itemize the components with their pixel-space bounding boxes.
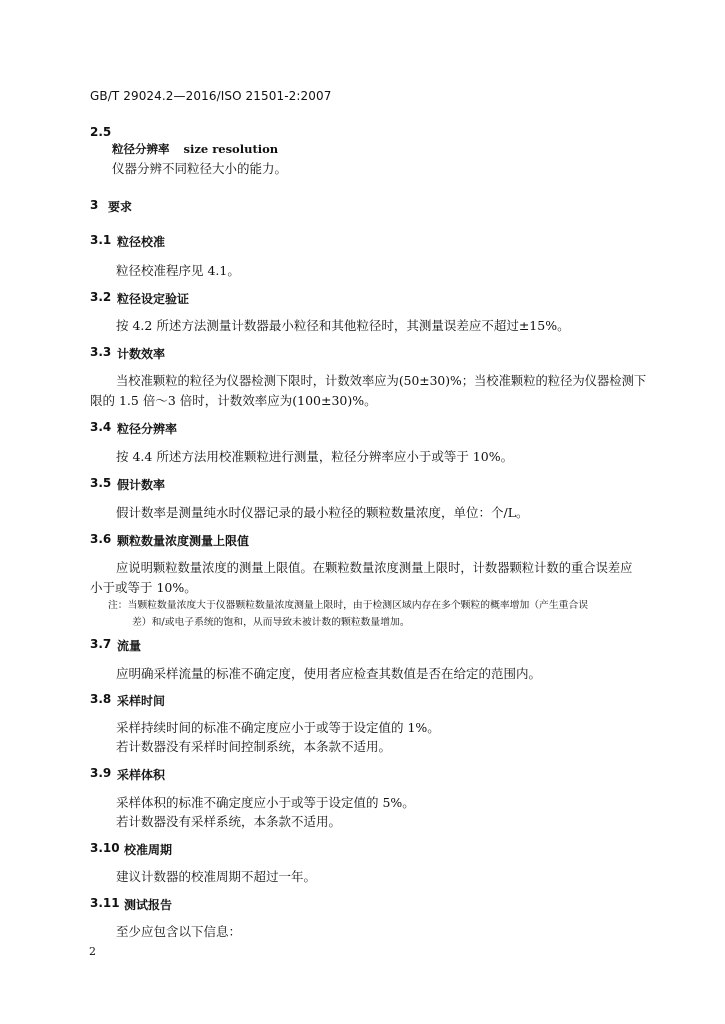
clause-text-3-3-line2: 限的 1.5 倍～3 倍时，计数效率应为(100±30)%。 xyxy=(90,393,377,408)
clause-title-3-6: 颗粒数量浓度测量上限值 xyxy=(117,534,250,548)
clause-title-3-7: 流量 xyxy=(117,639,142,653)
note-line2: 差）和/或电子系统的饱和，从而导致未被计数的颗粒数量增加。 xyxy=(132,617,410,628)
clause-title-3-3: 计数效率 xyxy=(117,347,166,361)
clause-text-3-8-line2: 若计数器没有采样时间控制系统，本条款不适用。 xyxy=(116,739,392,754)
clause-text-3-7: 应明确采样流量的标准不确定度，使用者应检查其数值是否在给定的范围内。 xyxy=(116,666,542,681)
section-number-3: 3 xyxy=(90,198,99,212)
clause-number-2-5: 2.5 xyxy=(90,125,112,139)
clause-number-3-11: 3.11 xyxy=(90,896,120,910)
clause-text-3-5: 假计数率是测量纯水时仪器记录的最小粒径的颗粒数量浓度，单位：个/L。 xyxy=(116,505,529,520)
clause-number-3-2: 3.2 xyxy=(90,290,112,304)
term-definition: 仪器分辨不同粒径大小的能力。 xyxy=(112,161,288,176)
clause-number-3-10: 3.10 xyxy=(90,841,120,855)
section-title-3: 要求 xyxy=(108,200,133,214)
clause-text-3-3-line1: 当校准颗粒的粒径为仪器检测下限时，计数效率应为(50±30)%；当校准颗粒的粒径为仪器检测下 xyxy=(116,374,647,388)
clause-title-3-1: 粒径校准 xyxy=(117,235,166,249)
clause-title-3-11: 测试报告 xyxy=(124,898,173,912)
clause-number-3-5: 3.5 xyxy=(90,476,112,490)
clause-text-3-6-line1: 应说明颗粒数量浓度的测量上限值。在颗粒数量浓度测量上限时，计数器颗粒计数的重合误差应 xyxy=(116,561,633,575)
standard-header: GB/T 29024.2—2016/ISO 21501-2:2007 xyxy=(90,89,332,103)
clause-title-3-10: 校准周期 xyxy=(124,843,173,857)
term-english: size resolution xyxy=(183,142,279,156)
clause-title-3-5: 假计数率 xyxy=(117,478,166,492)
clause-text-3-10: 建议计数器的校准周期不超过一年。 xyxy=(116,869,317,884)
clause-number-3-9: 3.9 xyxy=(90,766,112,780)
term-chinese: 粒径分辨率 xyxy=(112,142,170,156)
clause-title-3-4: 粒径分辨率 xyxy=(117,422,178,436)
clause-text-3-1: 粒径校准程序见 4.1。 xyxy=(116,263,240,278)
clause-text-3-4: 按 4.4 所述方法用校准颗粒进行测量，粒径分辨率应小于或等于 10%。 xyxy=(116,449,514,464)
clause-title-3-8: 采样时间 xyxy=(117,694,166,708)
clause-text-3-9-line1: 采样体积的标准不确定度应小于或等于设定值的 5%。 xyxy=(116,795,415,810)
clause-number-3-4: 3.4 xyxy=(90,420,112,434)
clause-title-3-2: 粒径设定验证 xyxy=(117,292,190,306)
clause-text-3-8-line1: 采样持续时间的标准不确定度应小于或等于设定值的 1%。 xyxy=(116,720,440,735)
clause-title-3-9: 采样体积 xyxy=(117,768,166,782)
clause-number-3-7: 3.7 xyxy=(90,637,112,651)
clause-number-3-3: 3.3 xyxy=(90,345,112,359)
clause-number-3-6: 3.6 xyxy=(90,532,112,546)
term-heading xyxy=(112,141,278,157)
clause-text-3-11: 至少应包含以下信息： xyxy=(116,924,242,939)
clause-text-3-2: 按 4.2 所述方法测量计数器最小粒径和其他粒径时，其测量误差应不超过±15%。 xyxy=(116,318,570,333)
clause-number-3-8: 3.8 xyxy=(90,692,112,706)
note-line1: 注：当颗粒数量浓度大于仪器颗粒数量浓度测量上限时，由于检测区域内存在多个颗粒的概率增加（产生重合误 xyxy=(108,600,589,611)
clause-text-3-6-line2: 小于或等于 10%。 xyxy=(90,580,197,595)
clause-number-3-1: 3.1 xyxy=(90,233,112,247)
clause-text-3-9-line2: 若计数器没有采样系统，本条款不适用。 xyxy=(116,814,342,829)
page-number: 2 xyxy=(89,945,96,958)
